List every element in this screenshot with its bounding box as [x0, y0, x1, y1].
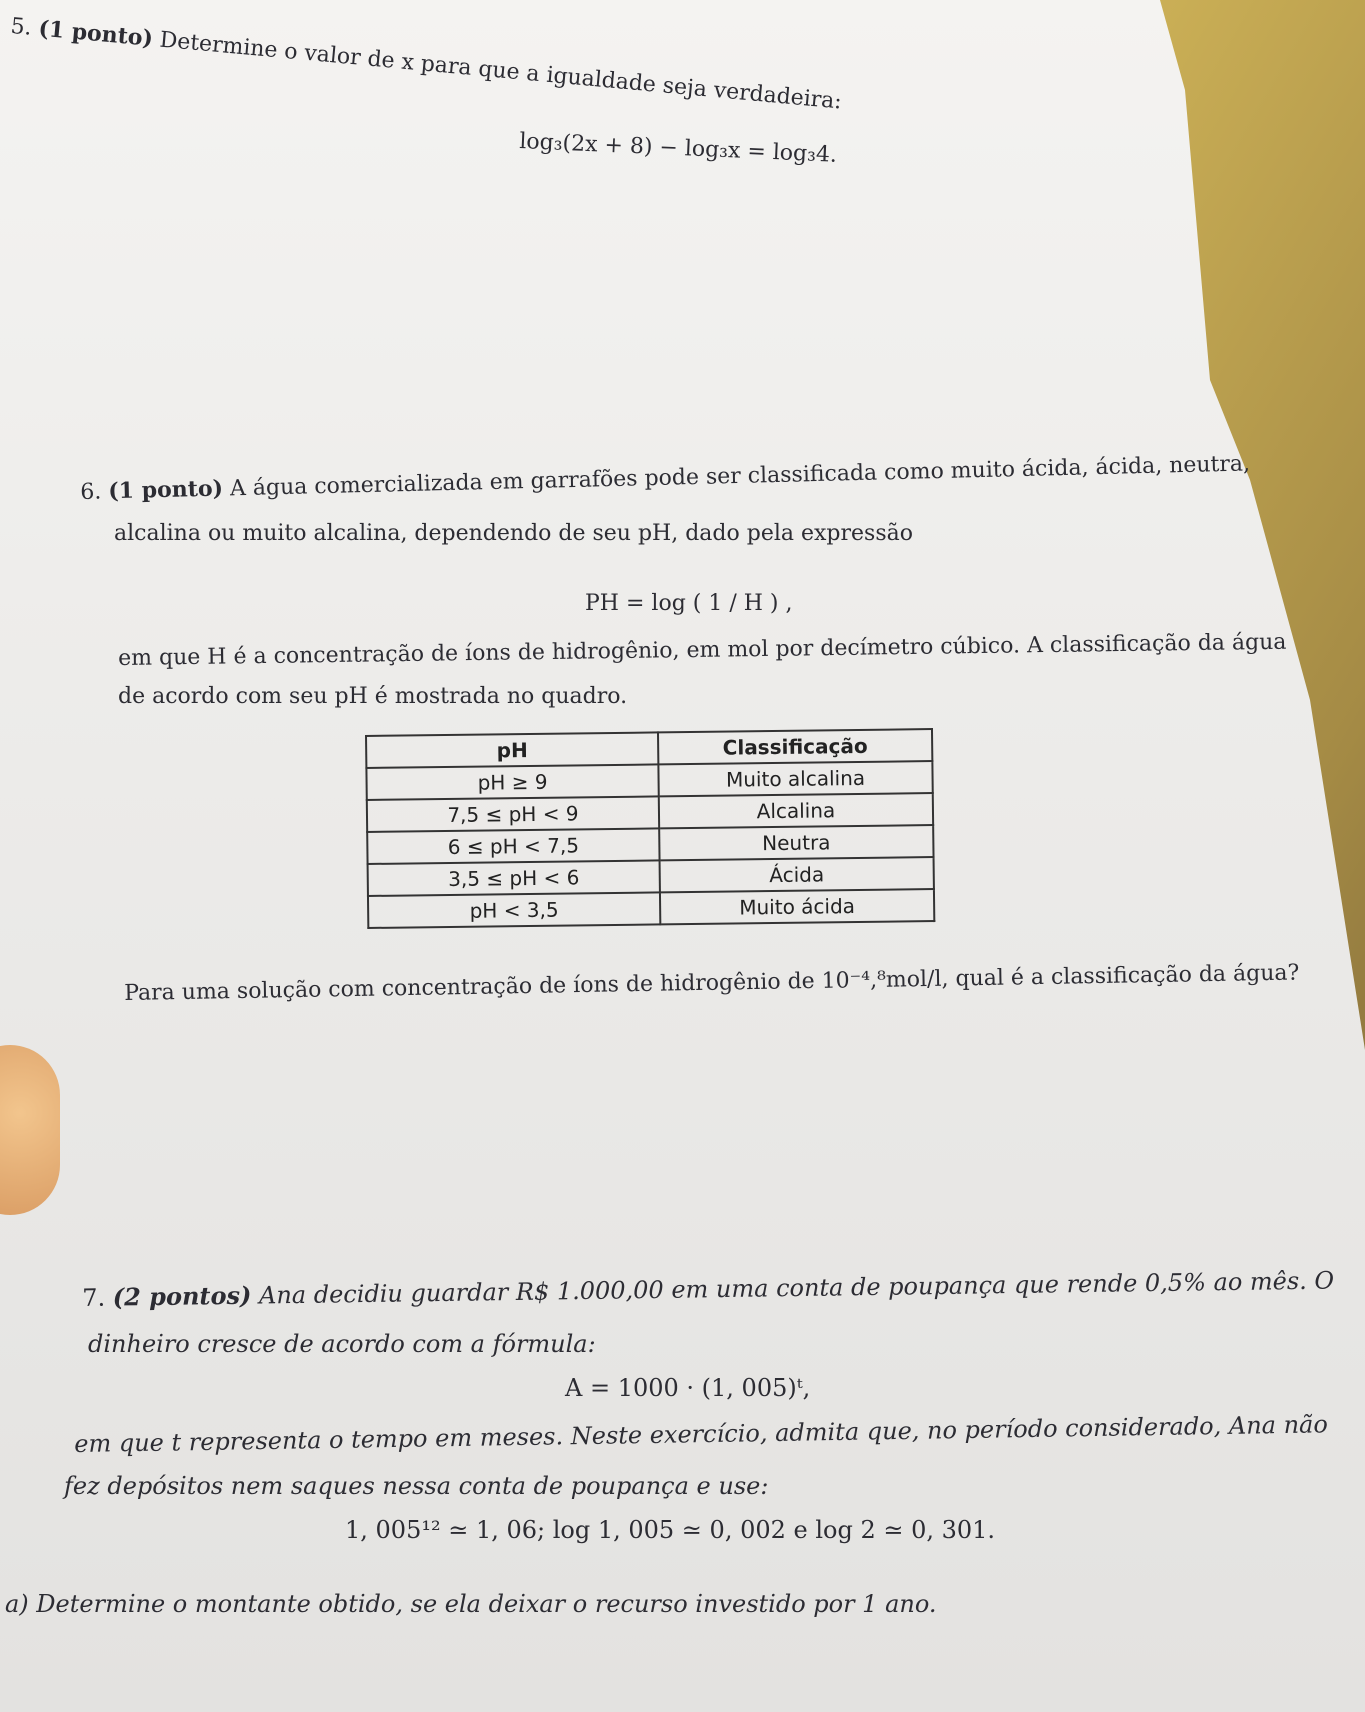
question-7-line-4: fez depósitos nem saques nessa conta de poupança e use: — [64, 1472, 769, 1500]
question-7-line-1-text: Ana decidiu guardar R$ 1.000,00 em uma conta de poupança que rende 0,5% ao mês. O — [258, 1266, 1335, 1310]
question-7-formula: A = 1000 · (1, 005)ᵗ, — [565, 1374, 811, 1402]
table-cell-classification: Ácida — [660, 857, 934, 892]
table-header-classificacao: Classificação — [658, 729, 932, 764]
table-cell-ph: pH ≥ 9 — [366, 764, 658, 800]
question-6-formula: PH = log ( 1 / H ) , — [585, 591, 793, 616]
question-5-points: (1 ponto) — [37, 15, 155, 52]
question-6-line-2: alcalina ou muito alcalina, dependendo de seu pH, dado pela expressão — [114, 521, 913, 546]
table-cell-classification: Muito alcalina — [658, 761, 932, 796]
question-6-points: (1 ponto) — [108, 475, 224, 505]
question-7-line-3: em que t representa o tempo em meses. Neste exercício, admita que, no período considerado, Ana não — [74, 1410, 1329, 1458]
question-7-points: (2 pontos) — [112, 1280, 252, 1312]
finger — [0, 1045, 60, 1215]
question-7-item-a: a) Determine o montante obtido, se ela deixar o recurso investido por 1 ano. — [5, 1590, 937, 1618]
question-6-line-1-text: A água comercializada em garrafões pode ser classificada como muito ácida, ácida, neutra, — [229, 451, 1251, 502]
table-header-ph: pH — [366, 732, 658, 768]
table-row — [368, 889, 934, 928]
question-5-equation: log₃(2x + 8) − log₃x = log₃4. — [518, 128, 838, 168]
question-7-number: 7. — [82, 1283, 106, 1312]
question-6-number: 6. — [80, 479, 102, 505]
table-cell-classification: Neutra — [659, 825, 933, 860]
table-cell-ph: 3,5 ≤ pH < 6 — [368, 860, 660, 896]
question-5-text: Determine o valor de x para que a igualdade seja verdadeira: — [158, 27, 843, 115]
ph-classification-table — [365, 728, 935, 929]
question-7-line-2: dinheiro cresce de acordo com a fórmula: — [88, 1330, 596, 1358]
table-cell-ph: pH < 3,5 — [368, 892, 660, 928]
table-cell-ph: 6 ≤ pH < 7,5 — [367, 828, 659, 864]
question-6-line-3: em que H é a concentração de íons de hidrogênio, em mol por decímetro cúbico. A classificação da água — [118, 629, 1287, 671]
table-cell-classification: Alcalina — [659, 793, 933, 828]
question-5-number: 5. — [9, 13, 33, 41]
table-cell-ph: 7,5 ≤ pH < 9 — [367, 796, 659, 832]
question-7-given-values: 1, 005¹² ≃ 1, 06; log 1, 005 ≃ 0, 002 e log 2 ≃ 0, 301. — [345, 1516, 996, 1544]
question-6-line-4: de acordo com seu pH é mostrada no quadro. — [118, 684, 628, 709]
question-6-question: Para uma solução com concentração de íons de hidrogênio de 10⁻⁴,⁸mol/l, qual é a classificação da água? — [124, 960, 1300, 1006]
table-cell-classification: Muito ácida — [660, 889, 934, 924]
